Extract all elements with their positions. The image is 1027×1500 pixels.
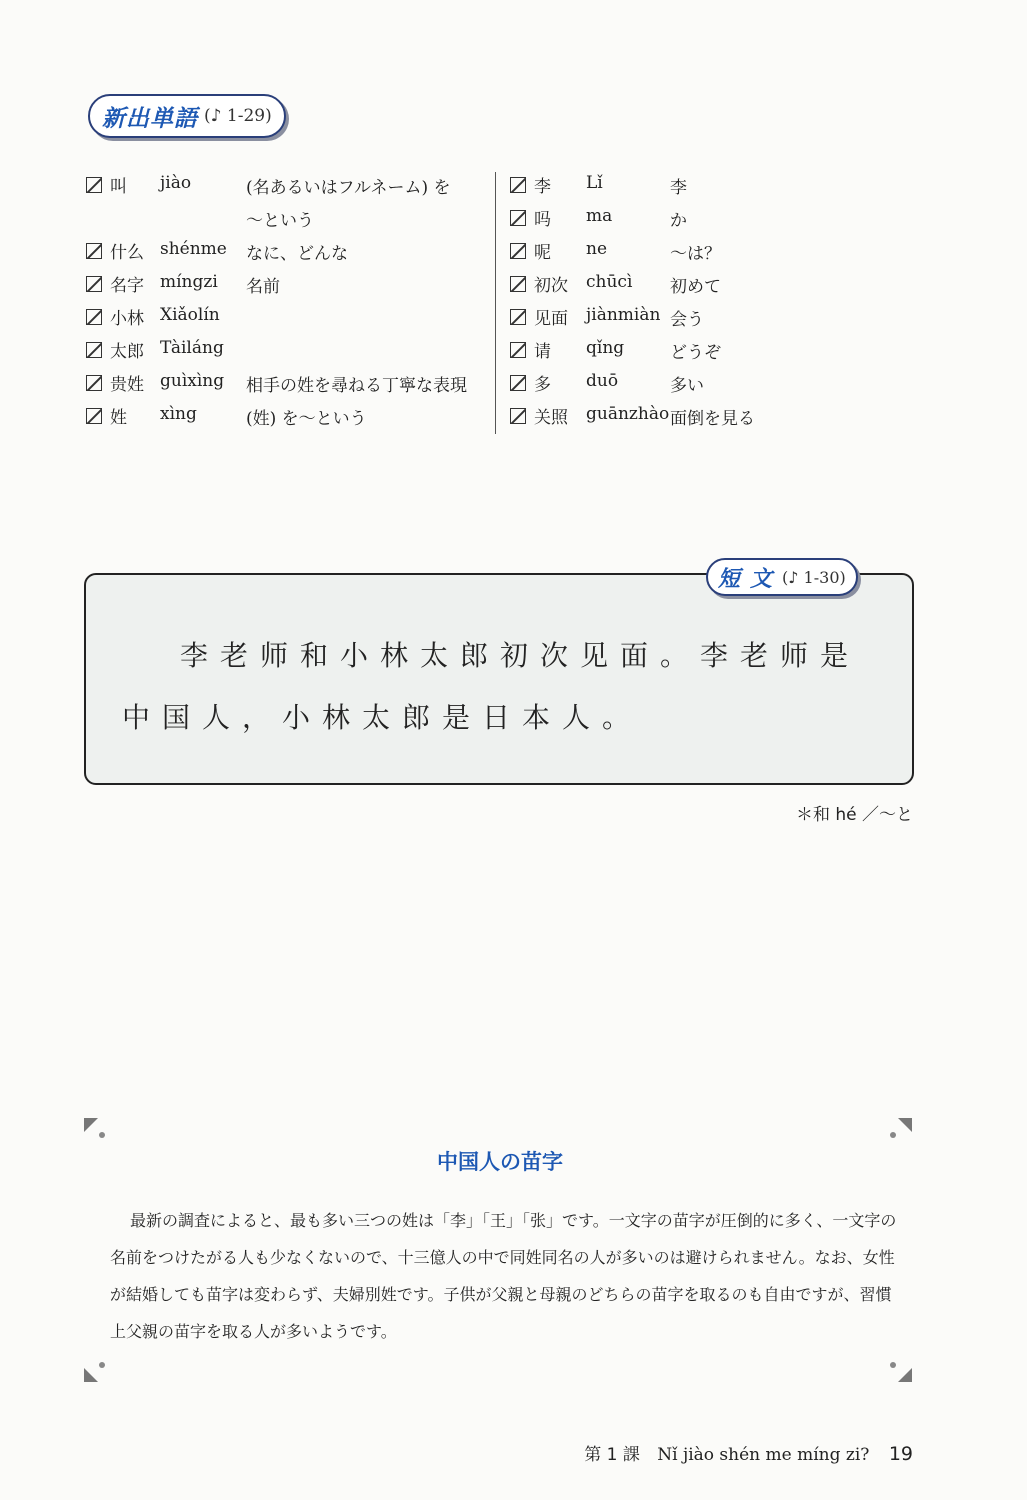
vocab-row <box>86 368 492 401</box>
vocab-list-right <box>510 170 810 434</box>
page-number: 19 <box>888 1443 913 1465</box>
vocab-row <box>86 269 492 302</box>
vocab-hanzi: 李 <box>534 177 551 197</box>
vocab-hanzi: 关照 <box>534 408 568 428</box>
corner-ornament-icon <box>890 1360 912 1382</box>
vocab-pinyin: jiànmiàn <box>586 305 661 325</box>
lesson-title: Nǐ jiào shén me míng zi? <box>657 1445 870 1465</box>
checkbox-icon[interactable] <box>86 408 102 424</box>
checkbox-icon[interactable] <box>510 309 526 325</box>
vocab-pinyin: ma <box>586 206 613 226</box>
vocab-meaning: 初めて <box>670 277 721 297</box>
column-title: 中国人の苗字 <box>437 1150 563 1174</box>
vocab-row <box>510 335 810 368</box>
vocab-row <box>510 203 810 236</box>
short-text-title: 短文 <box>718 566 783 592</box>
checkbox-icon[interactable] <box>510 408 526 424</box>
vocab-hanzi: 见面 <box>534 309 568 329</box>
vocab-meaning: 相手の姓を尋ねる丁寧な表現 <box>246 376 467 396</box>
vocab-list-left <box>86 170 492 434</box>
vocab-hanzi: 太郎 <box>110 342 144 362</box>
vocab-pinyin: ne <box>586 239 608 259</box>
checkbox-icon[interactable] <box>86 177 102 193</box>
vocab-row <box>510 401 810 434</box>
vocab-row <box>86 335 492 368</box>
checkbox-icon[interactable] <box>510 375 526 391</box>
vocab-meaning-continuation <box>86 203 492 236</box>
vocab-row <box>86 170 492 203</box>
vocab-meaning: ～という <box>246 211 314 231</box>
vocab-column-divider <box>495 172 496 434</box>
checkbox-icon[interactable] <box>510 243 526 259</box>
short-text-passage: 李老师和小林太郎初次见面。李老师是中国人，小林太郎是日本人。 <box>122 639 861 734</box>
vocab-header-title: 新出単語 <box>102 105 198 132</box>
vocab-hanzi: 什么 <box>110 243 144 263</box>
lesson-number: 第 1 課 <box>584 1445 640 1465</box>
vocab-row <box>510 269 810 302</box>
vocab-hanzi: 小林 <box>110 309 144 329</box>
vocab-meaning: 会う <box>670 310 704 330</box>
checkbox-icon[interactable] <box>86 309 102 325</box>
column-body: 最新の調査によると、最も多い三つの姓は「李」「王」「张」です。一文字の苗字が圧倒的に多く、一文字の名前をつけたがる人も少なくないので、十三億人の中で同姓同名の人が多いのは避けられません。なお、女性が結婚しても苗字は変わらず、夫婦別姓です。子供が父親と母親のどちらの苗字を取るのも自由ですが、習慣上父親の苗字を取る人が多いようです。 <box>110 1211 897 1341</box>
vocab-row <box>510 236 810 269</box>
vocab-meaning: 李 <box>670 178 687 198</box>
vocab-row <box>510 302 810 335</box>
checkbox-icon[interactable] <box>510 177 526 193</box>
vocab-row <box>86 302 492 335</box>
corner-ornament-icon <box>890 1118 912 1140</box>
vocab-hanzi: 多 <box>534 375 551 395</box>
vocab-pinyin: chūcì <box>586 272 633 292</box>
vocab-audio-ref: (♪ 1-29) <box>204 106 272 126</box>
vocab-row <box>86 401 492 434</box>
vocab-hanzi: 名字 <box>110 276 144 296</box>
vocab-meaning: 面倒を見る <box>670 409 755 429</box>
corner-ornament-icon <box>84 1360 106 1382</box>
vocab-hanzi: 姓 <box>110 408 127 428</box>
vocab-pinyin: guìxìng <box>160 371 225 391</box>
vocab-hanzi: 叫 <box>110 177 127 197</box>
vocab-meaning: どうぞ <box>670 343 721 363</box>
vocab-meaning: 多い <box>670 376 704 396</box>
vocab-pinyin: qǐng <box>586 338 625 358</box>
checkbox-icon[interactable] <box>510 342 526 358</box>
vocab-meaning: (姓) を～という <box>246 409 367 429</box>
vocab-pinyin: jiào <box>160 173 192 193</box>
vocab-hanzi: 请 <box>534 342 551 362</box>
vocab-row <box>86 236 492 269</box>
vocab-hanzi: 呢 <box>534 243 551 263</box>
checkbox-icon[interactable] <box>86 243 102 259</box>
vocab-row <box>510 170 810 203</box>
vocab-meaning: (名あるいはフルネーム) を <box>246 178 451 198</box>
short-text-audio-ref: (♪ 1-30) <box>782 567 846 587</box>
vocab-pinyin: Tàiláng <box>160 338 224 358</box>
short-text-badge <box>706 558 858 596</box>
checkbox-icon[interactable] <box>86 375 102 391</box>
vocab-pinyin: duō <box>586 371 619 391</box>
vocab-meaning: なに、どんな <box>246 244 348 264</box>
vocab-pinyin: míngzi <box>160 272 218 292</box>
vocab-pinyin: guānzhào <box>586 404 670 424</box>
checkbox-icon[interactable] <box>510 210 526 226</box>
vocab-meaning: ～は？ <box>670 244 721 264</box>
vocab-hanzi: 贵姓 <box>110 375 144 395</box>
vocab-meaning: 名前 <box>246 277 280 297</box>
vocab-pinyin: Lǐ <box>586 173 603 193</box>
checkbox-icon[interactable] <box>86 342 102 358</box>
vocab-hanzi: 吗 <box>534 210 551 230</box>
vocab-pinyin: shénme <box>160 239 227 259</box>
vocab-pinyin: xìng <box>160 404 197 424</box>
vocab-header-badge <box>88 94 286 138</box>
short-text-note: ＊和 hé ／～と <box>795 805 913 825</box>
checkbox-icon[interactable] <box>86 276 102 292</box>
corner-ornament-icon <box>84 1118 106 1140</box>
vocab-meaning: か <box>670 211 687 231</box>
checkbox-icon[interactable] <box>510 276 526 292</box>
short-text-box <box>84 573 914 785</box>
vocab-pinyin: Xiǎolín <box>160 305 220 325</box>
vocab-row <box>510 368 810 401</box>
page-footer <box>584 1440 913 1465</box>
vocab-hanzi: 初次 <box>534 276 568 296</box>
